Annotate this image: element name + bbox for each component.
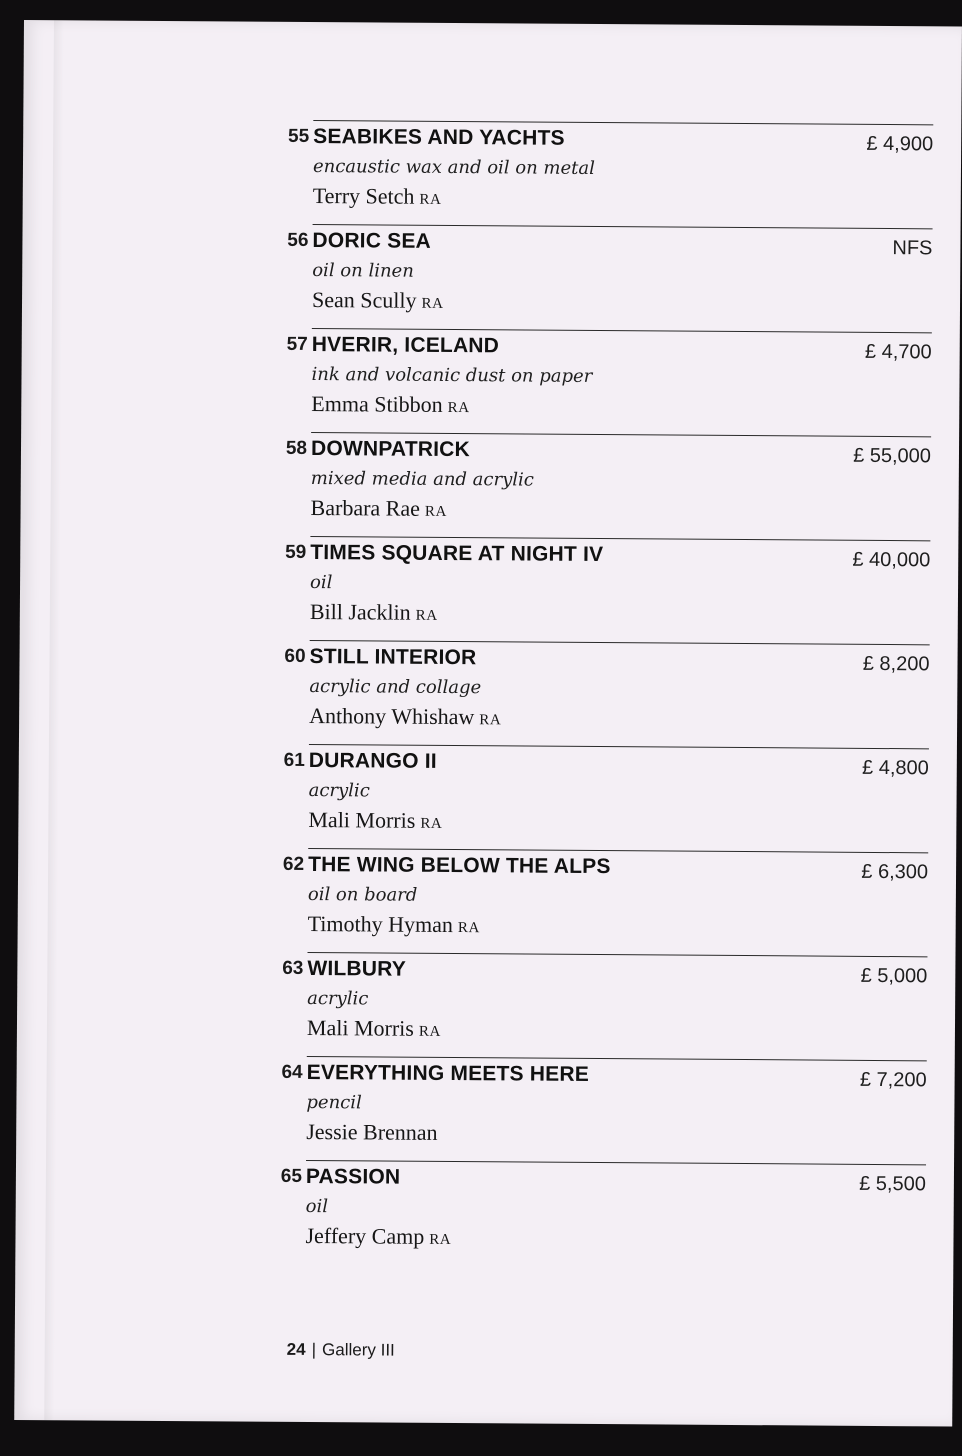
entry-medium: oil on board — [307, 884, 418, 906]
entry-medium: acrylic and collage — [309, 676, 482, 699]
entry-price: £ 5,500 — [859, 1172, 926, 1196]
catalogue-entry — [287, 224, 933, 332]
artist-suffix: RA — [479, 712, 502, 729]
catalogue-list — [265, 120, 933, 1269]
entry-number: 55 — [287, 125, 310, 147]
entry-title: DORIC SEA — [312, 229, 432, 253]
catalogue-entry — [282, 952, 928, 1060]
artist-name: Mali Morris — [306, 1015, 415, 1041]
entry-title: SEABIKES AND YACHTS — [313, 125, 565, 150]
artist-suffix: RA — [419, 191, 442, 208]
entry-number: 59 — [285, 541, 307, 563]
artist-name: Emma Stibbon — [311, 391, 443, 417]
entry-price: £ 4,800 — [861, 756, 929, 780]
entry-artist — [305, 1223, 451, 1250]
artist-suffix: RA — [421, 295, 444, 312]
entry-medium: acrylic — [308, 780, 370, 802]
entry-artist — [308, 807, 442, 834]
entry-artist — [309, 703, 501, 730]
catalogue-entry — [286, 328, 932, 436]
entry-artist — [311, 391, 470, 418]
artist-name: Barbara Rae — [310, 495, 421, 521]
artist-suffix: RA — [457, 920, 481, 937]
catalogue-entry — [280, 1160, 926, 1268]
entry-title: WILBURY — [307, 957, 407, 981]
entry-number: 64 — [281, 1061, 303, 1083]
artist-name: Mali Morris — [308, 807, 416, 833]
entry-medium: encaustic wax and oil on metal — [312, 156, 595, 179]
entry-medium: pencil — [306, 1091, 362, 1114]
entry-artist — [306, 1119, 443, 1146]
page-number: 24 — [286, 1339, 306, 1359]
entry-number: 62 — [282, 853, 305, 875]
entry-price: £ 4,900 — [866, 132, 934, 156]
entry-artist — [312, 287, 444, 314]
page-fold-shadow — [44, 20, 64, 1420]
catalogue-entry — [281, 1056, 927, 1164]
entry-artist — [313, 183, 442, 210]
entry-artist — [311, 495, 448, 522]
artist-suffix: RA — [418, 1023, 442, 1040]
entry-title: HVERIR, ICELAND — [311, 333, 500, 358]
entry-title: PASSION — [305, 1164, 401, 1189]
entry-price: £ 55,000 — [853, 444, 932, 468]
catalogue-entry — [285, 536, 931, 644]
entry-artist — [308, 911, 481, 938]
catalogue-entry — [287, 120, 934, 228]
entry-number: 60 — [284, 645, 306, 667]
artist-name: Timothy Hyman — [307, 911, 454, 938]
entry-number: 63 — [282, 957, 304, 979]
entry-price: £ 6,300 — [861, 860, 929, 884]
entry-title: TIMES SQUARE AT NIGHT IV — [310, 541, 604, 567]
entry-title: DURANGO II — [308, 749, 437, 773]
footer-separator: | — [311, 1340, 317, 1360]
entry-title: DOWNPATRICK — [310, 437, 470, 462]
page-footer — [287, 1340, 395, 1361]
artist-name: Terry Setch — [312, 183, 415, 209]
entry-artist — [310, 599, 438, 626]
artist-name: Bill Jacklin — [309, 599, 411, 625]
entry-medium: oil — [310, 572, 333, 594]
entry-price: £ 8,200 — [862, 652, 930, 676]
entry-medium: oil — [305, 1195, 329, 1218]
artist-suffix: RA — [415, 607, 438, 624]
entry-price: £ 7,200 — [859, 1068, 927, 1092]
artist-suffix: RA — [429, 1231, 452, 1249]
artist-name: Anthony Whishaw — [309, 703, 475, 730]
artist-name: Jessie Brennan — [306, 1118, 438, 1145]
entry-number: 65 — [280, 1165, 303, 1187]
section-name: Gallery III — [322, 1340, 395, 1360]
entry-price: NFS — [892, 237, 933, 260]
entry-price: £ 40,000 — [852, 548, 931, 572]
catalogue-entry — [282, 848, 929, 956]
artist-name: Jeffery Camp — [305, 1222, 425, 1249]
entry-number: 56 — [287, 229, 309, 251]
entry-price: £ 4,700 — [864, 340, 932, 364]
entry-title: STILL INTERIOR — [309, 645, 477, 670]
entry-medium: oil on linen — [312, 260, 414, 282]
entry-price: £ 5,000 — [860, 964, 928, 988]
entry-number: 57 — [286, 333, 308, 355]
artist-suffix: RA — [420, 815, 443, 832]
entry-medium: mixed media and acrylic — [310, 468, 534, 491]
artist-suffix: RA — [447, 399, 470, 417]
catalogue-entry — [284, 640, 930, 748]
entry-number: 61 — [283, 749, 305, 771]
entry-number: 58 — [285, 437, 308, 459]
catalogue-entry — [283, 744, 929, 852]
artist-name: Sean Scully — [311, 287, 417, 313]
catalogue-entry — [285, 432, 932, 540]
entry-artist — [307, 1015, 441, 1042]
entry-title: EVERYTHING MEETS HERE — [306, 1060, 590, 1086]
entry-medium: acrylic — [307, 988, 369, 1010]
catalogue-page — [14, 20, 962, 1427]
artist-suffix: RA — [424, 503, 448, 520]
entry-title: THE WING BELOW THE ALPS — [308, 853, 611, 879]
entry-medium: ink and volcanic dust on paper — [311, 364, 593, 387]
